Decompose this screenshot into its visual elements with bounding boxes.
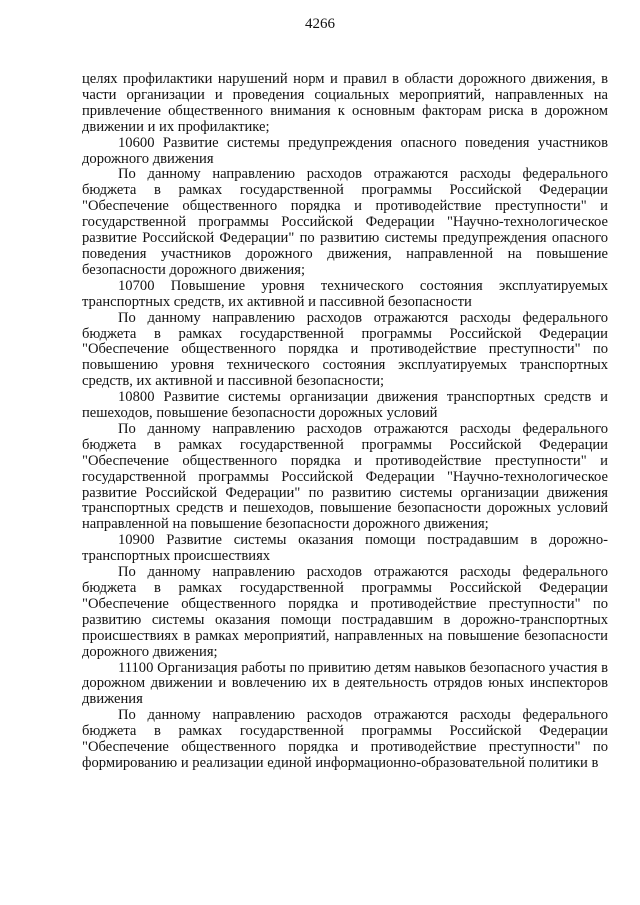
section-heading-10700: 10700 Повышение уровня технического состояния эксплуатируемых транспортных средств, их активной и пассивной безопасности — [82, 277, 608, 310]
paragraph-continuation: целях профилактики нарушений норм и правил в области дорожного движения, в части организации и проведения социальных мероприятий, направленных на привлечение общественного внимания к основным факторам риска в дорожном движении и их профилактике; — [82, 71, 608, 135]
paragraph-10700: По данному направлению расходов отражаются расходы федерального бюджета в рамках государственной программы Российской Федерации "Обеспечение общественного порядка и противодействие преступности" по повышению уровня технического состояния эксплуатируемых транспортных средств, их активной и пассивной безопасности; — [82, 309, 608, 390]
section-heading-10800: 10800 Развитие системы организации движения транспортных средств и пешеходов, повышение безопасности дорожных условий — [82, 389, 608, 422]
paragraph-10900: По данному направлению расходов отражаются расходы федерального бюджета в рамках государственной программы Российской Федерации "Обеспечение общественного порядка и противодействие преступности" по развитию системы оказания помощи пострадавшим в дорожно-транспортных происшествиях в рамках мероприятий, направленных на повышение безопасности дорожного движения; — [82, 564, 608, 660]
section-heading-10900: 10900 Развитие системы оказания помощи пострадавшим в дорожно-транспортных происшествиях — [82, 532, 608, 565]
paragraph-11100: По данному направлению расходов отражаются расходы федерального бюджета в рамках государственной программы Российской Федерации "Обеспечение общественного порядка и противодействие преступности" по формированию и реализации единой информационно-образовательной политики в — [82, 707, 608, 771]
section-heading-11100: 11100 Организация работы по привитию детям навыков безопасного участия в дорожном движении и вовлечению их в деятельность отрядов юных инспекторов движения — [82, 659, 608, 708]
paragraph-10800: По данному направлению расходов отражаются расходы федерального бюджета в рамках государственной программы Российской Федерации "Обеспечение общественного порядка и противодействие преступности" и государственной программы Российской Федерации "Научно-технологическое развитие Российской Федерации" по развитию системы организации движения транспортных средств и пешеходов, повышение безопасности дорожных условий направленной на повышение безопасности дорожного движения; — [82, 420, 608, 533]
page-number: 4266 — [305, 16, 335, 32]
document-body — [82, 72, 608, 772]
section-heading-10600: 10600 Развитие системы предупреждения опасного поведения участников дорожного движения — [82, 134, 608, 167]
paragraph-10600: По данному направлению расходов отражаются расходы федерального бюджета в рамках государственной программы Российской Федерации "Обеспечение общественного порядка и противодействие преступности" и государственной программы Российской Федерации "Научно-технологическое развитие Российской Федерации" по развитию системы предупреждения опасного поведения участников дорожного движения, направленной на повышение безопасности дорожного движения; — [82, 166, 608, 278]
